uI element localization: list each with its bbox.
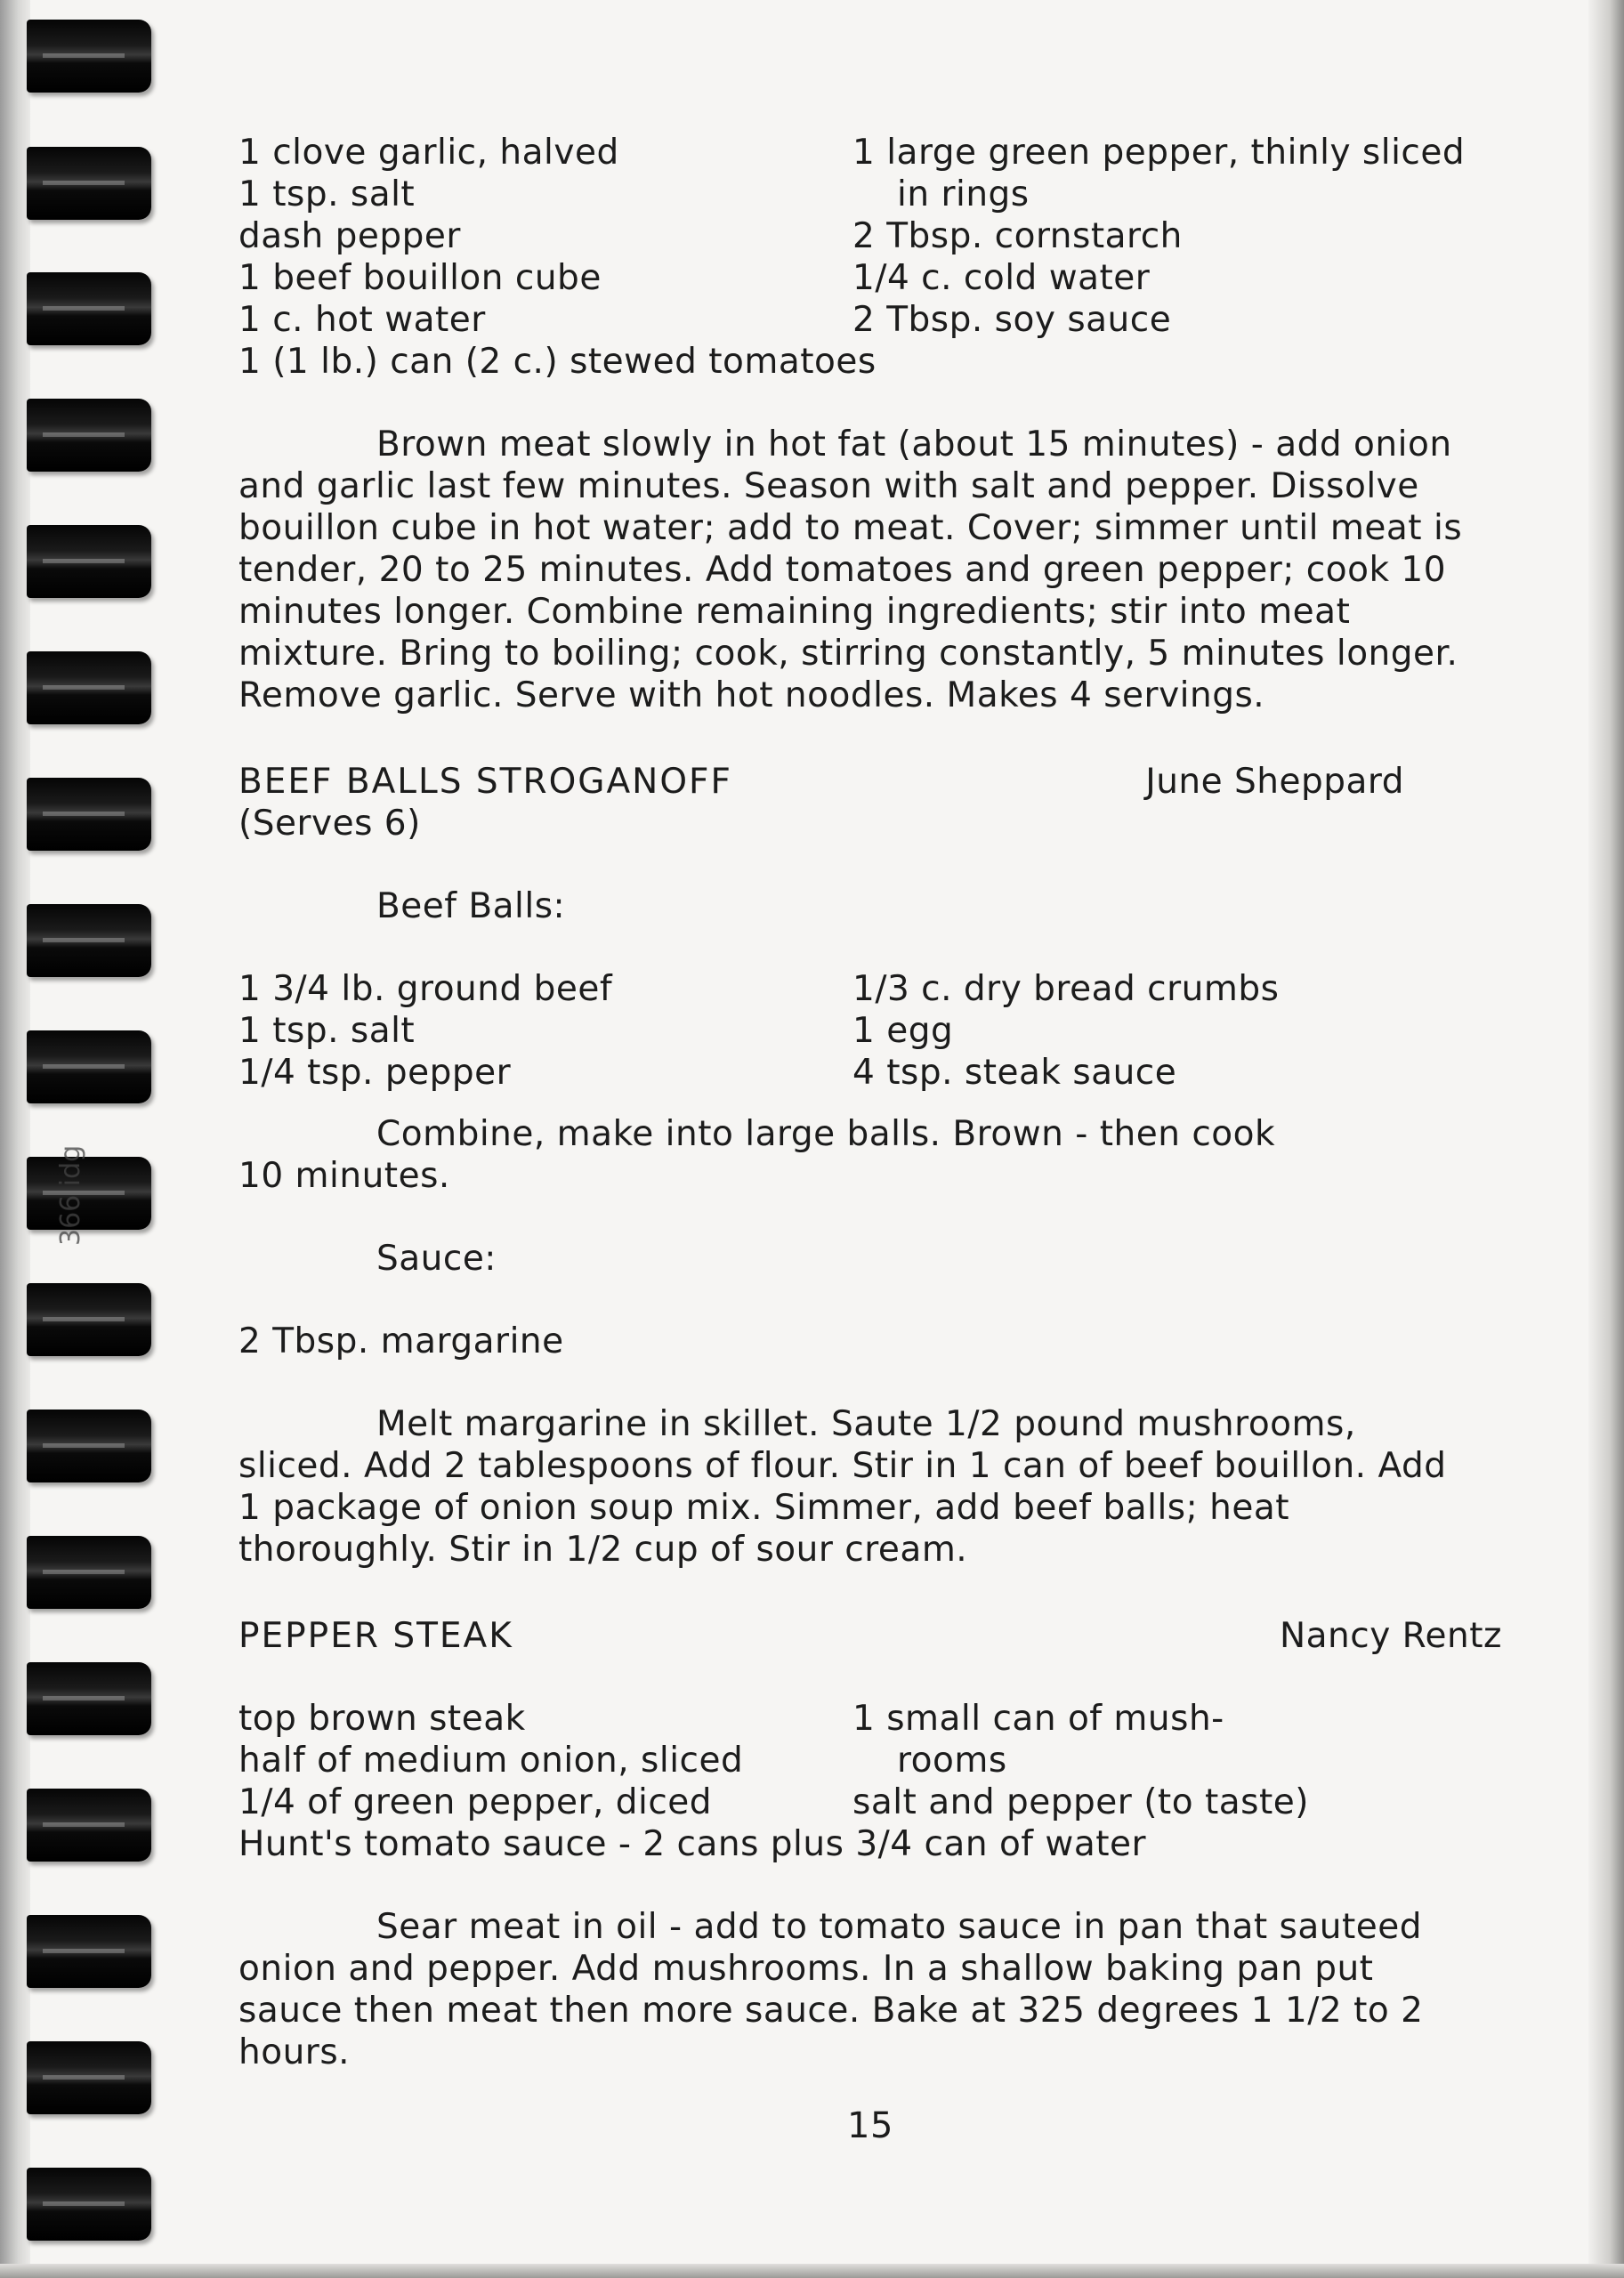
ingredient: 1/4 tsp. pepper bbox=[238, 1053, 512, 1093]
binding-ring bbox=[27, 904, 151, 977]
ingredient: 1 beef bouillon cube bbox=[238, 258, 602, 298]
ingredient: 2 Tbsp. margarine bbox=[238, 1321, 564, 1361]
binding-edge bbox=[0, 0, 30, 2278]
spiral-binding bbox=[0, 0, 160, 2278]
ingredient-columns bbox=[238, 132, 1502, 341]
ingredient: Hunt's tomato sauce - 2 cans plus 3/4 can of water bbox=[238, 1824, 1147, 1864]
binding-ring bbox=[27, 1536, 151, 1609]
binding-ring bbox=[27, 20, 151, 93]
binding-ring bbox=[27, 1283, 151, 1356]
ingredient: 1 egg bbox=[852, 1011, 954, 1051]
ingredient: 1/4 c. cold water bbox=[852, 258, 1151, 298]
recipe-author: Nancy Rentz bbox=[1279, 1616, 1502, 1656]
binding-ring bbox=[27, 147, 151, 220]
page-right-edge bbox=[1588, 0, 1624, 2278]
ingredient: 1 clove garlic, halved bbox=[238, 133, 619, 173]
binding-ring bbox=[27, 1662, 151, 1735]
ingredient: 1 large green pepper, thinly sliced bbox=[852, 133, 1466, 173]
ingredient-list-left bbox=[238, 968, 852, 1094]
ingredient-continuation: rooms bbox=[897, 1741, 1007, 1781]
page-content bbox=[238, 132, 1502, 2147]
binding-ring bbox=[27, 778, 151, 851]
binding-ring bbox=[27, 2041, 151, 2114]
ingredient-list-left bbox=[238, 132, 852, 341]
ingredient: half of medium onion, sliced bbox=[238, 1741, 744, 1781]
ingredient-list-right bbox=[852, 132, 1475, 341]
directions-paragraph: Combine, make into large balls. Brown - then cook 10 minutes. bbox=[238, 1114, 1276, 1196]
ingredient-columns bbox=[238, 1698, 1502, 1823]
page-bottom-edge bbox=[0, 2264, 1624, 2278]
directions-paragraph: Sear meat in oil - add to tomato sauce in pan that sauteed onion and pepper. Add mushrooms. In a shallow baking pan put sauce then meat then more sauce. Bake at 325 degrees 1 1/2 to 2 hours. bbox=[238, 1907, 1424, 2072]
ingredient: 1 small can of mush- bbox=[852, 1699, 1224, 1739]
ingredient: 1 (1 lb.) can (2 c.) stewed tomatoes bbox=[238, 342, 877, 382]
recipe-author: June Sheppard bbox=[1145, 762, 1404, 802]
ingredient: 1 tsp. salt bbox=[238, 174, 416, 214]
margin-stamp: 366 idg bbox=[55, 1144, 86, 1246]
ingredient-list-right bbox=[852, 1698, 1475, 1823]
ingredient: 2 Tbsp. cornstarch bbox=[852, 216, 1183, 256]
binding-ring bbox=[27, 1915, 151, 1988]
ingredient: 1 3/4 lb. ground beef bbox=[238, 969, 613, 1009]
ingredient: 2 Tbsp. soy sauce bbox=[852, 300, 1172, 340]
page-number: 15 bbox=[847, 2105, 893, 2146]
binding-ring bbox=[27, 272, 151, 345]
binding-ring bbox=[27, 525, 151, 598]
ingredient: salt and pepper (to taste) bbox=[852, 1782, 1309, 1822]
ingredient: 4 tsp. steak sauce bbox=[852, 1053, 1177, 1093]
recipe-header bbox=[238, 761, 1502, 803]
binding-ring bbox=[27, 1410, 151, 1482]
binding-ring bbox=[27, 399, 151, 472]
ingredient-list-left bbox=[238, 1698, 852, 1823]
ingredient: 1 tsp. salt bbox=[238, 1011, 416, 1051]
binding-ring bbox=[27, 2168, 151, 2241]
directions-paragraph: Brown meat slowly in hot fat (about 15 minutes) - add onion and garlic last few minutes. Season with salt and pepper. Dissolve bouillon cube in hot water; add to meat. Cover; simmer until meat is tender, 20 to 25 minutes. Add tomatoes and green pepper; cook 10 minutes longer. Combine remaining ingredients; stir into meat mixture. Bring to boiling; cook, stirring constantly, 5 minutes longer. Remove garlic. Serve with hot noodles. Makes 4 servings. bbox=[238, 424, 1463, 715]
recipe-title: PEPPER STEAK bbox=[238, 1616, 513, 1656]
ingredient: 1 c. hot water bbox=[238, 300, 486, 340]
directions-paragraph: Melt margarine in skillet. Saute 1/2 pound mushrooms, sliced. Add 2 tablespoons of flour. Stir in 1 can of beef bouillon. Add 1 package of onion soup mix. Simmer, add beef balls; heat thoroughly. Stir in 1/2 cup of sour cream. bbox=[238, 1404, 1447, 1570]
section-heading: Beef Balls: bbox=[376, 886, 566, 926]
ingredient-continuation: in rings bbox=[897, 174, 1030, 214]
ingredient-columns bbox=[238, 968, 1502, 1094]
recipe-title: BEEF BALLS STROGANOFF bbox=[238, 762, 732, 802]
binding-ring bbox=[27, 651, 151, 724]
section-heading: Sauce: bbox=[376, 1239, 497, 1279]
serving-size: (Serves 6) bbox=[238, 804, 421, 844]
ingredient-list-right bbox=[852, 968, 1475, 1094]
ingredient: 1/4 of green pepper, diced bbox=[238, 1782, 713, 1822]
recipe-header bbox=[238, 1615, 1502, 1657]
ingredient: dash pepper bbox=[238, 216, 461, 256]
binding-ring bbox=[27, 1789, 151, 1862]
ingredient: 1/3 c. dry bread crumbs bbox=[852, 969, 1280, 1009]
ingredient: top brown steak bbox=[238, 1699, 526, 1739]
